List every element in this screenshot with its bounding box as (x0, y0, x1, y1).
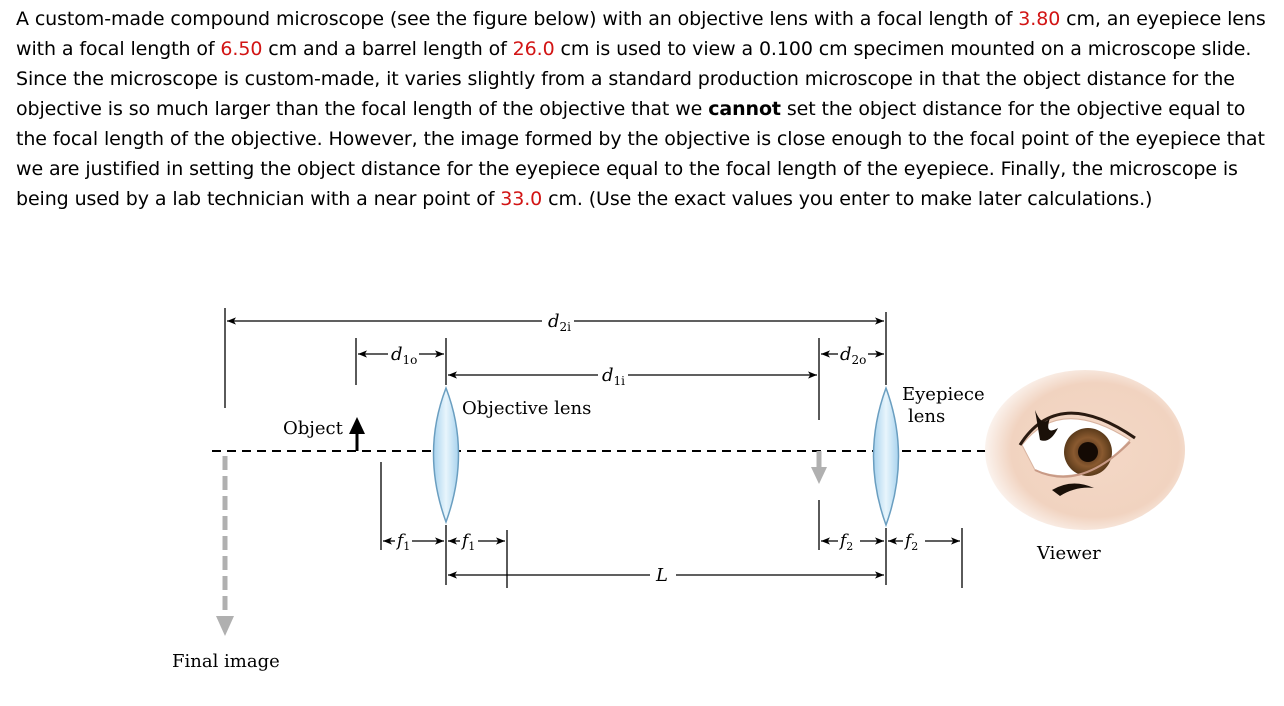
object-arrow (349, 417, 365, 451)
problem-text-1: A custom-made compound microscope (see the figure below) with an objective lens with a focal length of (16, 8, 1019, 30)
problem-text-6: cm. (Use the exact values you enter to make later calculations.) (542, 188, 1153, 210)
eyepiece-label-line2: lens (908, 406, 946, 427)
f1-left-label: $f_1$ (397, 531, 411, 553)
problem-text-5: set the object distance for the objective equal to the focal length of the objective. However, the image formed by the objective is close enough to the focal point of the eyepiece that we are justified in setting the object distance for the eyepiece equal to the focal length of the eyepiece. Finally, the microscope is being used by a lab technician with a near point of (16, 98, 1265, 210)
d2o-label: $d_{2o}$ (840, 344, 867, 367)
final-image-arrow (216, 456, 234, 636)
problem-text-2: cm, an eyepiece lens with a focal length of (16, 8, 1266, 60)
f2-left-label: $f_2$ (840, 531, 854, 553)
eyepiece-lens (874, 388, 899, 525)
near-point-value: 33.0 (500, 188, 543, 210)
objective-focal-length-value: 3.80 (1018, 8, 1061, 30)
emphasis-cannot: cannot (708, 98, 781, 120)
viewer-label: Viewer (1037, 543, 1101, 564)
objective-lens-label: Objective lens (462, 398, 592, 419)
d1i-label: $d_{1i}$ (602, 365, 626, 388)
eyepiece-focal-length-value: 6.50 (220, 38, 263, 60)
problem-text-3: cm and a barrel length of (262, 38, 513, 60)
eyepiece-label-line1: Eyepiece (902, 384, 985, 405)
final-image-label: Final image (172, 651, 280, 672)
L-label: L (656, 565, 668, 586)
f1-right-label: $f_1$ (462, 531, 476, 553)
intermediate-image-arrow (811, 451, 827, 484)
barrel-length-value: 26.0 (512, 38, 555, 60)
d2i-label: $d_{2i}$ (548, 311, 572, 334)
problem-text-4: cm is used to view a 0.100 cm specimen mounted on a microscope slide. Since the microscope is custom-made, it varies slightly from a standard production microscope in that the object distance for the objective is so much larger than the focal length of the objective that we (16, 38, 1252, 120)
object-label: Object (283, 418, 343, 439)
eye-icon (985, 370, 1185, 530)
d1o-label: $d_{1o}$ (391, 344, 418, 367)
objective-lens (434, 388, 459, 522)
f2-right-label: $f_2$ (905, 531, 919, 553)
